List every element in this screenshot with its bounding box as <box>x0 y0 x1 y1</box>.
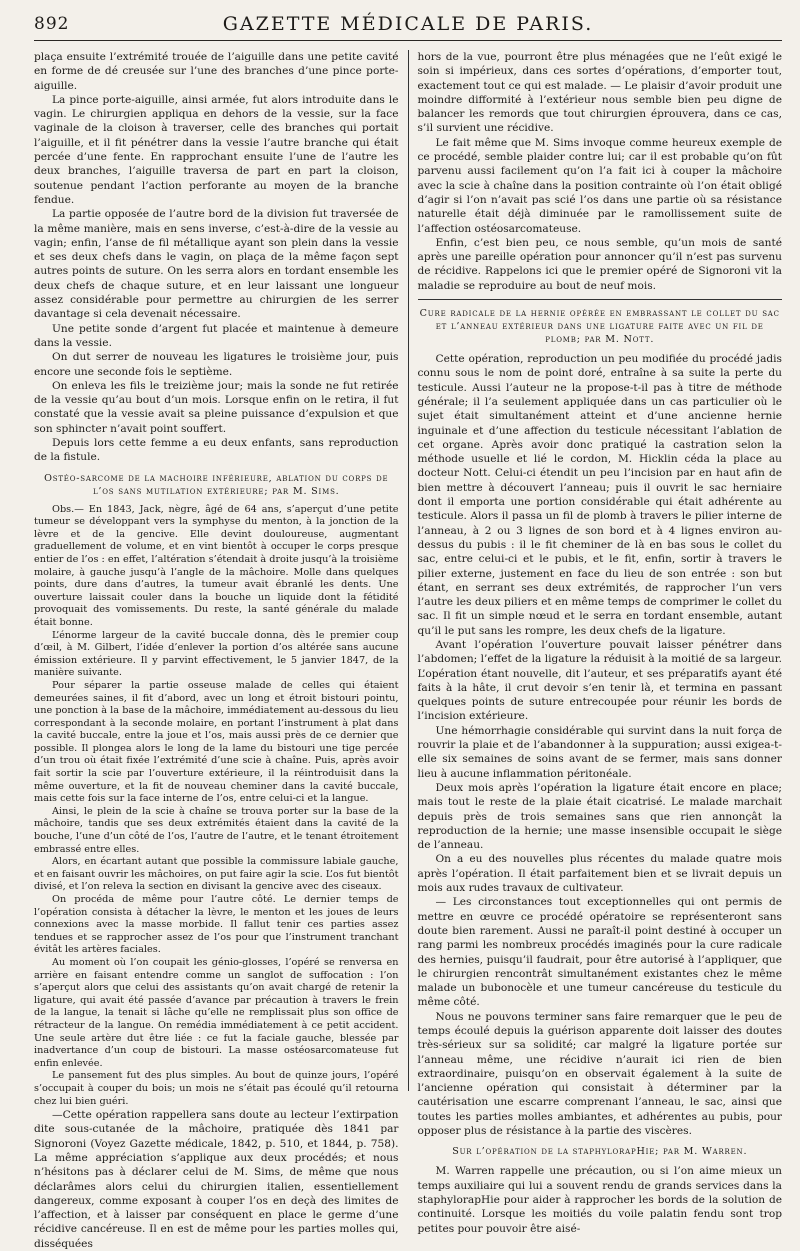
paragraph: Enfin, c’est bien peu, ce nous semble, qu’un mois de santé après une pareille opération pour annoncer qu’il n’est pas survenu de récidive. Rappelons ici que le premier opéré de Signoroni vit la maladie se reproduire au bout de neuf mois. <box>417 236 782 292</box>
paragraph: La pince porte-aiguille, ainsi armée, fut alors introduite dans le vagin. Le chirurgien appliqua en dehors de la vessie, sur la face vaginale de la cloison à traverser, celle des branches qui portait l’aiguille, et il fit pénétrer dans la vessie l’autre branche qui était percée d’une fente. En rapprochant ensuite l’une de l’autre les deux branches, l’aiguille traversa de part en part la cloison, soutenue pendant l’action perforante au moyen de la branche fendue. <box>34 93 399 206</box>
article-columns <box>34 50 782 1250</box>
paragraph: Une petite sonde d’argent fut placée et maintenue à demeure dans la vessie. <box>34 322 399 349</box>
article-title-warren: Sur l’opération de la staphylorapHie; par M. Warren. <box>452 1146 748 1158</box>
paragraph: Le fait même que M. Sims invoque comme heureux exemple de ce procédé, semble plaider contre lui; car il est probable qu’on fût parvenu aussi facilement qu’on l’a fait ici à couper la mâchoire avec la scie à chaîne dans la position contrainte où l’on était obligé d’agir si l’on n’avait pas scié l’os dans une partie où sa résistance naturelle était déjà diminuée par le ramollissement suite de l’affection ostéosarcomateuse. <box>417 136 782 235</box>
paragraph: L’énorme largeur de la cavité buccale donna, dès le premier coup d’œil, à M. Gilbert, l’idée d’enlever la portion d’os altérée sans aucune émission extérieure. Il y parvint effectivement, le 5 janvier 1847, de la manière suivante. <box>34 629 399 679</box>
right-column <box>409 50 783 1235</box>
paragraph: M. Warren rappelle une précaution, ou si l’on aime mieux un temps auxiliaire qui lui a souvent rendu de grands services dans la staphylorapHie pour aider à rapprocher les bords de la solution de continuité. Lorsque les moitiés du voile palatin fendu sont trop petites pour pouvoir être aisé- <box>417 1165 782 1235</box>
page-header <box>34 8 782 41</box>
article-title-sims: Ostéo-sarcome de la machoire inférieure, ablation du corps de l’os sans mutilation extérieure; par M. Sims. <box>44 472 389 497</box>
paragraph: Ainsi, le plein de la scie à chaîne se trouva porter sur la base de la mâchoire, tandis que ses deux extrémités étaient dans la cavité de la bouche, l’une d’un côté de l’os, l’autre de l’autre, et le tenant étroitement embrassé entre elles. <box>34 805 399 855</box>
paragraph: On a eu des nouvelles plus récentes du malade quatre mois après l’opération. Il était parfaitement bien et se livrait depuis un mois aux rudes travaux de cultivateur. <box>417 853 782 895</box>
article-title-nott: Cure radicale de la hernie opérée en embrassant le collet du sac et l’anneau extérieur dans une ligature faite avec un fil de plomb; par M. Nott. <box>419 308 780 346</box>
paragraph: On dut serrer de nouveau les ligatures le troisième jour, puis encore une seconde fois le septième. <box>34 351 399 378</box>
paragraph: On enleva les fils le treizième jour; mais la sonde ne fut retirée de la vessie qu’au bout d’un mois. Lorsque enfin on le retira, il fut constaté que la vessie avait sa pleine puissance d’expulsion et que son sphincter n’avait point souffert. <box>34 379 399 435</box>
paragraph: Obs.— En 1843, Jack, nègre, âgé de 64 ans, s’aperçut d’une petite tumeur se développant vers la symphyse du menton, à la jonction de la lèvre et de la gencive. Elle devint douloureuse, augmentant graduellement de volume, et en vint bientôt à occuper le corps presque entier de l’os : en effet, l’altération s’étendait à droite jusqu’à la troisième molaire, à gauche jusqu’à l’angle de la mâchoire. Molle dans quelques points, dure dans d’autres, la tumeur avait ébranlé les dents. Une ouverture laissait couler dans la bouche un liquide dont la fétidité provoquait des vomissements. Du reste, la santé générale du malade était bonne. <box>34 503 399 628</box>
paragraph: —Cette opération rappellera sans doute au lecteur l’extirpation dite sous-cutanée de la mâchoire, pratiquée dès 1841 par Signoroni (Voyez Gazette médicale, 1842, p. 510, et 1844, p. 758). La même appréciation s’applique aux deux procédés; et nous n’hésitons pas à déclarer celui de M. Sims, de même que nous déclarâmes alors celui du chirurgien italien, essentiellement dangereux, comme exposant à couper l’os en deçà des limites de l’affection, et à laisser par conséquent en place le germe d’une récidive cancéreuse. Il en est de même pour les parties molles qui, disséquées <box>34 1109 399 1250</box>
paragraph: plaça ensuite l’extrémité trouée de l’aiguille dans une petite cavité en forme de dé creusée sur l’une des branches d’une pince porte-aiguille. <box>34 51 399 92</box>
journal-title: GAZETTE MÉDICALE DE PARIS. <box>222 13 594 35</box>
paragraph: Nous ne pouvons terminer sans faire remarquer que le peu de temps écoulé depuis la guérison apparente doit laisser des doutes très-sérieux sur sa solidité; car malgré la ligature portée sur l’anneau même, une récidive n’aurait ici rien de bien extraordinaire, puisqu’on en observait également à la suite de l’ancienne opération qui consistait à déterminer par la cautérisation une escarre comprenant l’anneau, le sac, ainsi que toutes les parties molles ambiantes, et adhérentes au pubis, pour opposer plus de résistance à la partie des viscères. <box>417 1010 782 1138</box>
paragraph: Avant l’opération l’ouverture pouvait laisser pénétrer dans l’abdomen; l’effet de la ligature la réduisit à la moitié de sa largeur. L’opération étant nouvelle, dit l’auteur, et ses préparatifs ayant été faits à la hâte, il crut devoir s’en tenir là, et termina en passant quelques points de suture entrecoupée pour réunir les bords de l’incision extérieure. <box>417 638 782 723</box>
paragraph: La partie opposée de l’autre bord de la division fut traversée de la même manière, mais en sens inverse, c’est-à-dire de la vessie au vagin; enfin, l’anse de fil métallique ayant son plein dans la vessie et ses deux chefs dans le vagin, on plaça de la même façon sept autres points de suture. On les serra alors en tordant ensemble les deux chefs de chaque suture, et en leur laissant une longueur assez considérable pour permettre au chirurgien de les serrer davantage si cela devenait nécessaire. <box>34 208 399 321</box>
paragraph: Le pansement fut des plus simples. Au bout de quinze jours, l’opéré s’occupait à couper du bois; un mois ne s’était pas écoulé qu’il retourna chez lui bien guéri. <box>34 1070 399 1107</box>
paragraph: Une hémorrhagie considérable qui survint dans la nuit força de rouvrir la plaie et de l’abandonner à la suppuration; aussi exigea-t-elle six semaines de soins avant de se fermer, mais sans donner lieu à aucune inflammation péritonéale. <box>417 724 782 780</box>
paragraph: Deux mois après l’opération la ligature était encore en place; mais tout le reste de la plaie était cicatrisé. Le malade marchait depuis près de trois semaines sans que rien annonçât la reproduction de la hernie; une masse insensible occupait le siège de l’anneau. <box>417 781 782 852</box>
paragraph: — Les circonstances tout exceptionnelles qui ont permis de mettre en œuvre ce procédé opératoire se représenteront sans doute bien rarement. Aussi ne paraît-il point destiné à occuper un rang parmi les nombreux procédés imaginés pour la cure radicale des hernies, puisqu’il faudrait, pour être autorisé à l’appliquer, que le chirurgien rencontrât simultanément existantes chez le même malade un bubonocèle et une tumeur cancéreuse du testicule du même côté. <box>417 896 782 1009</box>
paragraph: Depuis lors cette femme a eu deux enfants, sans reproduction de la fistule. <box>34 437 399 464</box>
page-number: 892 <box>34 14 70 34</box>
section-divider <box>418 299 783 300</box>
paragraph: Alors, en écartant autant que possible la commissure labiale gauche, et en faisant ouvrir les mâchoires, on put faire agir la scie. L’os fut bientôt divisé, et l’on releva la section en divisant la gencive avec des ciseaux. <box>34 856 399 893</box>
left-column <box>34 50 409 1250</box>
paragraph: Pour séparer la partie osseuse malade de celles qui étaient demeurées saines, il fit d’abord, avec un long et étroit bistouri pointu, une ponction à la base de la mâchoire, immédiatement au-dessous du lieu correspondant à la seconde molaire, en portant l’instrument à plat dans la cavité buccale, entre la joue et l’os, mais aussi près de ce dernier que possible. Il plongea alors le long de la lame du bistouri une tige percée d’un trou où était fixée l’extrémité d’une scie à chaîne. Puis, après avoir fait sortir la scie par l’ouverture extérieure, il la réintroduisit dans la même ouverture, et la fit de nouveau cheminer dans la cavité buccale, mais cette fois sur la face interne de l’os, entre celui-ci et la langue. <box>34 679 399 805</box>
paragraph: Cette opération, reproduction un peu modifiée du procédé jadis connu sous le nom de point doré, entraîne à sa suite la perte du testicule. Aussi l’auteur ne la propose-t-il pas à titre de méthode générale; il l’a seulement appliquée dans un cas particulier où le sujet était simultanément atteint et d’une ancienne hernie inguinale et d’une affection du testicule nécessitant l’ablation de cet organe. Après avoir donc pratiqué la castration selon la méthode usuelle et lié le cordon, M. Hicklin céda la place au docteur Nott. Celui-ci étendit un peu l’incision par en haut afin de bien mettre à découvert l’anneau; puis il ouvrit le sac herniaire dont il emporta une portion considérable qui était adhérente au testicule. Alors il passa un fil de plomb à travers le pilier interne de l’anneau, à 2 ou 3 lignes de son bord et à 4 lignes environ au-dessus du pubis : il le fit cheminer de là en bas sous le collet du sac, entre celui-ci et le pubis, et le fit, enfin, sortir à travers le pilier externe, justement en face du lieu de son entrée : son but étant, en serrant ses deux extrémités, de rapprocher l’un vers l’autre les deux piliers et en même temps de comprimer le collet du sac. Il fit un simple nœud et le serra en tordant ensemble, autant qu’il le put sans les rompre, les deux chefs de la ligature. <box>417 353 782 637</box>
paragraph: Au moment où l’on coupait les génio-glosses, l’opéré se renversa en arrière en faisant entendre comme un sanglot de suffocation : l’on s’aperçut alors que celui des assistants qu’on avait chargé de retenir la ligature, qui avait été passée d’avance par précaution à travers le frein de la langue, la tenait si lâche qu’elle ne remplissait plus son office de rétracteur de la langue. On remédia immédiatement à ce petit accident. Une seule artère dut être liée : ce fut la faciale gauche, blessée par inadvertance d’un coup de bistouri. La masse ostéosarcomateuse fut enfin enlevée. <box>34 956 399 1069</box>
paragraph: On procéda de même pour l’autre côté. Le dernier temps de l’opération consista à détacher la lèvre, le menton et les joues de leurs connexions avec la masse morbide. Il fallut tenir ces parties assez tendues et se rapprocher assez de l’os pour que l’instrument tranchant évitât les artères faciales. <box>34 894 399 956</box>
paragraph: hors de la vue, pourront être plus ménagées que ne l’eût exigé le soin si impérieux, dans ces sortes d’opérations, d’emporter tout, exactement tout ce qui est malade. — Le plaisir d’avoir produit une moindre difformité à l’extérieur nous semble bien peu digne de balancer les remords que tout chirurgien éprouvera, dans ce cas, s’il survient une récidive. <box>417 51 782 135</box>
